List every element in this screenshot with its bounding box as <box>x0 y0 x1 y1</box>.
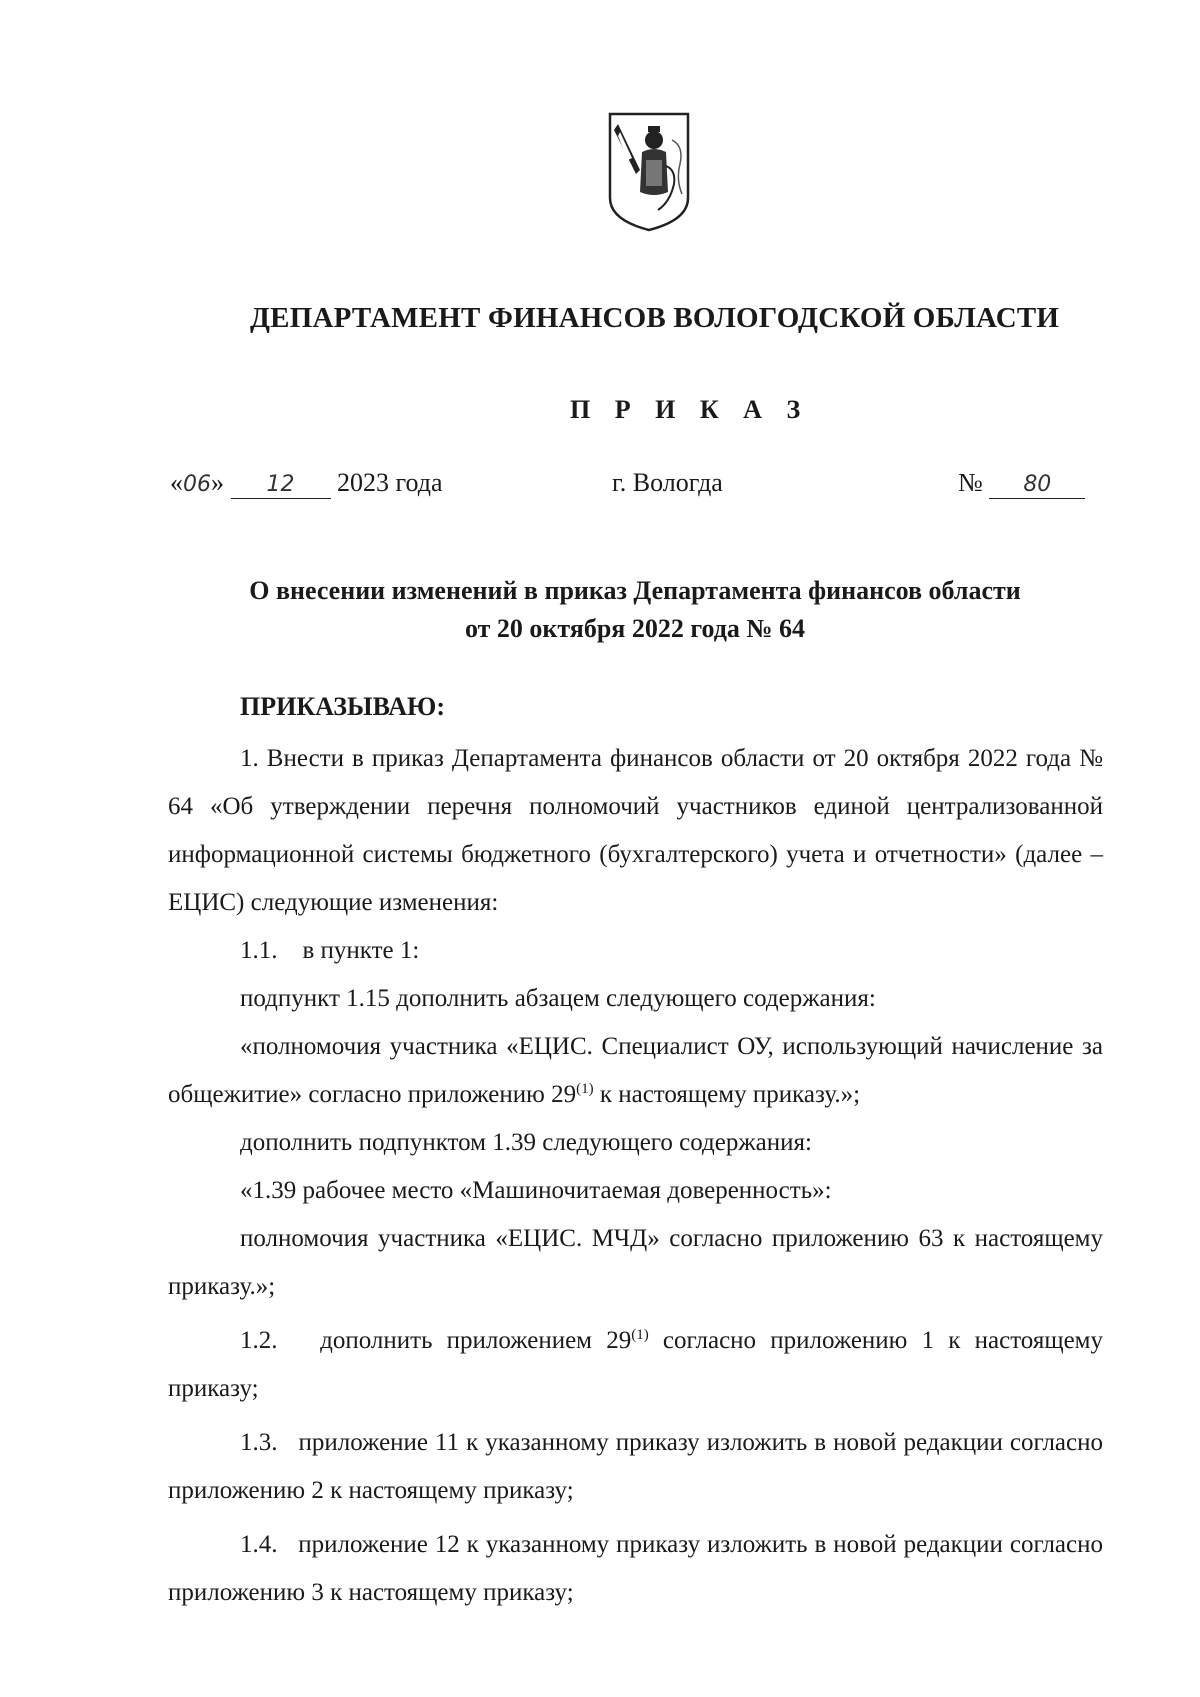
appendix-29-superscript: (1) <box>576 1081 594 1097</box>
order-body <box>168 735 1110 1617</box>
powers-dormitory-tail: к настоящему приказу.»; <box>593 1081 861 1108</box>
paragraph-powers-dormitory <box>168 1023 1103 1119</box>
order-month: 12 <box>231 472 331 499</box>
order-title <box>170 572 1100 648</box>
title-line-1: О внесении изменений в приказ Департамента финансов области <box>249 576 1021 605</box>
appendix-29-superscript-2: (1) <box>631 1327 649 1343</box>
paragraph-subpoint-1-15: подпункт 1.15 дополнить абзацем следующего содержания: <box>240 985 876 1012</box>
powers-dormitory-text: «полномочия участника «ЕЦИС. Специалист ОУ, использующий начисление за общежитие» согласно приложению 29 <box>168 1033 1103 1108</box>
paragraph-powers-mchd: полномочия участника «ЕЦИС. МЧД» согласно приложению 63 к настоящему приказу.»; <box>168 1225 1103 1300</box>
paragraph-1-1: 1.1. в пункте 1: <box>240 937 420 964</box>
p1-2-tail: согласно приложению 1 к настоящему приказу; <box>168 1327 1103 1402</box>
order-number-block <box>958 468 1085 499</box>
paragraph-1-2 <box>168 1317 1103 1413</box>
paragraph-1-39: «1.39 рабочее место «Машиночитаемая доверенность»: <box>240 1177 832 1204</box>
paragraph-add-1-39: дополнить подпунктом 1.39 следующего содержания: <box>240 1129 812 1156</box>
title-line-2: от 20 октября 2022 года № 64 <box>464 614 806 643</box>
open-quote: « <box>170 468 183 497</box>
order-date <box>170 468 443 499</box>
number-label: № <box>958 468 983 497</box>
date-number-row <box>170 468 1100 508</box>
department-name: ДЕПАРТАМЕНТ ФИНАНСОВ ВОЛОГОДСКОЙ ОБЛАСТИ <box>250 302 1060 334</box>
decree-heading: ПРИКАЗЫВАЮ: <box>240 692 445 721</box>
close-quote: » <box>211 468 224 497</box>
city: г. Вологда <box>612 468 723 497</box>
p1-2-text: 1.2. дополнить приложением 29 <box>240 1327 632 1354</box>
coat-of-arms-emblem <box>606 110 692 234</box>
paragraph-1-4: 1.4. приложение 12 к указанному приказу изложить в новой редакции согласно приложению 3 к настоящему приказу; <box>168 1531 1110 1606</box>
document-type: П Р И К А З <box>570 395 810 424</box>
paragraph-1: 1. Внести в приказ Департамента финансов области от 20 октября 2022 года № 64 «Об утверждении перечня полномочий участников единой централизованной информационной системы бюджетного (бухгалтерского) учета и отчетности» (далее – ЕЦИС) следующие изменения: <box>168 745 1103 916</box>
order-day: 06 <box>183 472 211 497</box>
paragraph-1-3: 1.3. приложение 11 к указанному приказу изложить в новой редакции согласно приложению 2 к настоящему приказу; <box>168 1429 1110 1504</box>
order-number: 80 <box>989 472 1085 499</box>
order-year: 2023 года <box>337 468 443 497</box>
